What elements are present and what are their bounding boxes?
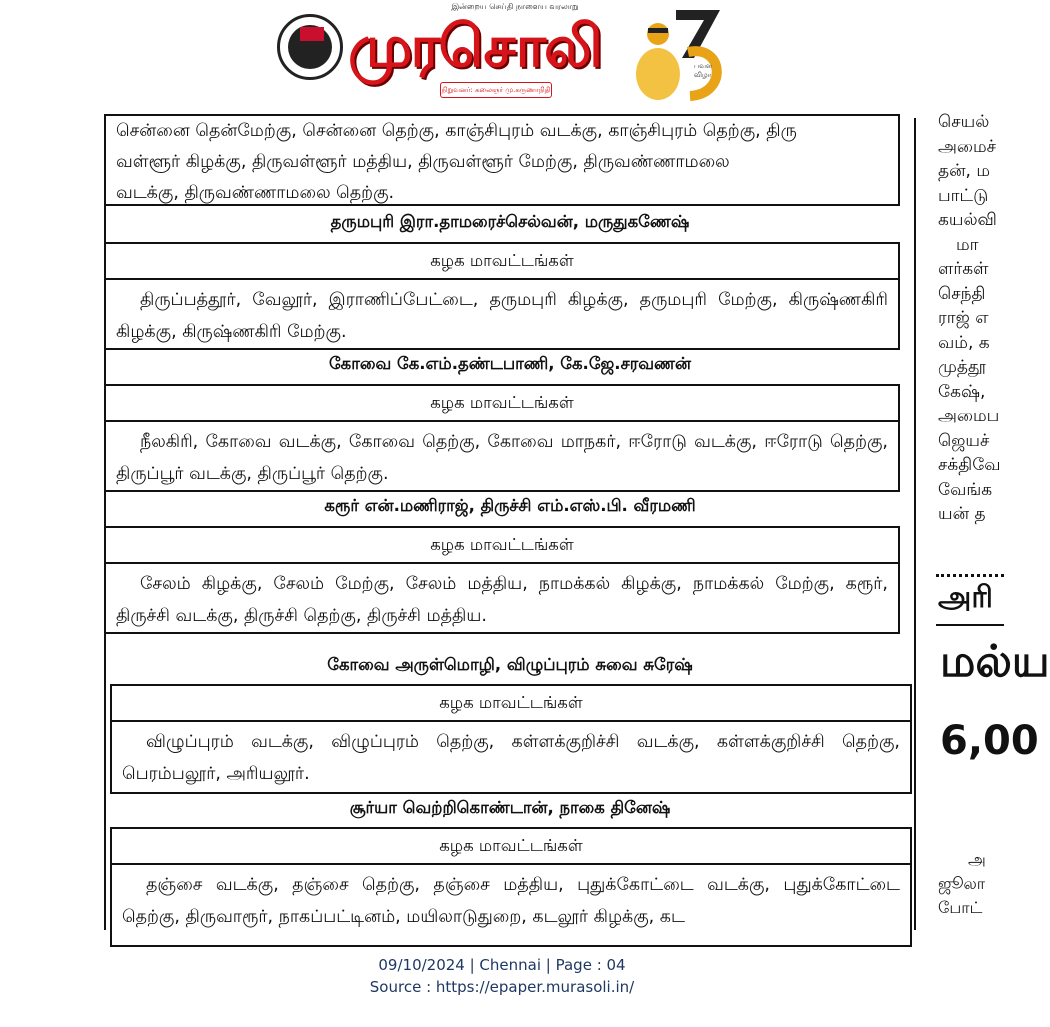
- section-names: கரூர் என்.மணிராஜ், திருச்சி எம்.எஸ்.பி. வீரமணி: [324, 496, 696, 515]
- text-line: அமைச்: [938, 136, 997, 157]
- article: [104, 118, 916, 930]
- district-box: [104, 242, 900, 350]
- district-box: [110, 684, 912, 794]
- district-list: திருப்பத்தூர், வேலூர், இராணிப்பேட்டை, தருமபுரி கிழக்கு, தருமபுரி மேற்கு, கிருஷ்ணகிரி கிழக்கு, கிருஷ்ணகிரி மேற்கு.: [116, 290, 888, 342]
- divider: [936, 574, 1004, 577]
- text-line: அமைப: [938, 406, 1000, 426]
- text-line: சென்னை தென்மேற்கு, சென்னை தெற்கு, காஞ்சிபுரம் வடக்கு, காஞ்சிபுரம் தெற்கு, திரு: [116, 121, 797, 141]
- adjacent-column: [936, 112, 1050, 930]
- text-line: வள்ளூர் கிழக்கு, திருவள்ளூர் மத்திய, திருவள்ளூர் மேற்கு, திருவண்ணாமலை: [116, 152, 730, 172]
- newspaper-logo: முரசொலி: [348, 12, 601, 80]
- district-box: [104, 384, 900, 492]
- section-names: கோவை கே.எம்.தண்டபாணி, கே.ஜே.சரவணன்: [328, 354, 692, 373]
- section-names: கோவை அருள்மொழி, விழுப்புரம் சுவை சுரேஷ்: [327, 655, 693, 674]
- text-line: சக்திவே: [938, 455, 1001, 475]
- district-box-header: கழக மாவட்டங்கள்: [112, 829, 910, 865]
- adjacent-headline: மல்ய: [940, 636, 1050, 687]
- section-names: சூர்யா வெற்றிகொண்டான், நாகை தினேஷ்: [349, 798, 671, 817]
- anniversary-caption: பவள விழா: [694, 62, 713, 79]
- adjacent-text: [938, 848, 986, 920]
- text-line: வேங்க: [938, 479, 993, 500]
- adjacent-headline: 6,00: [940, 718, 1039, 764]
- district-list: சேலம் கிழக்கு, சேலம் மேற்கு, சேலம் மத்திய, நாமக்கல் கிழக்கு, நாமக்கல் மேற்கு, கரூர், திருச்சி வடக்கு, திருச்சி தெற்கு, திருச்சி மத்திய.: [116, 574, 888, 626]
- text-line: தன், ம: [938, 161, 991, 181]
- text-line: முத்தூ: [938, 357, 986, 377]
- footer: [0, 954, 1004, 998]
- masthead-tagline: இன்றைய செய்தி நாளைய வரலாறு: [451, 2, 579, 11]
- text-line: வடக்கு, திருவண்ணாமலை தெற்கு.: [116, 183, 395, 203]
- text-line: செந்தி: [938, 283, 986, 304]
- text-line: ராஜ் எ: [938, 308, 989, 328]
- district-box-continued: [104, 114, 900, 206]
- text-line: கயல்வி: [938, 210, 997, 230]
- text-line: யன் த: [938, 504, 986, 524]
- text-line: ஜெயச்: [938, 430, 990, 451]
- district-list: [106, 116, 898, 209]
- district-list: தஞ்சை வடக்கு, தஞ்சை தெற்கு, தஞ்சை மத்திய, புதுக்கோட்டை வடக்கு, புதுக்கோட்டை தெற்கு, திருவாரூர், நாகப்பட்டினம், மயிலாடுதுறை, கடலூர் கிழக்கு, கட: [122, 875, 900, 927]
- district-box: [104, 526, 900, 634]
- text-line: போட்: [938, 898, 983, 917]
- section-names: தருமபுரி இரா.தாமரைச்செல்வன், மருதுகணேஷ்: [330, 212, 690, 231]
- founder-tagline: நிறுவனர்: கலைஞர் மு.கருணாநிதி: [440, 82, 552, 98]
- district-list: விழுப்புரம் வடக்கு, விழுப்புரம் தெற்கு, கள்ளக்குறிச்சி வடக்கு, கள்ளக்குறிச்சி தெற்கு, பெரம்பலூர், அரியலூர்.: [122, 732, 900, 784]
- adjacent-text: [938, 110, 1001, 527]
- district-box-header: கழக மாவட்டங்கள்: [106, 386, 898, 422]
- district-box-header: கழக மாவட்டங்கள்: [112, 686, 910, 722]
- anniversary-emblem: [632, 4, 728, 104]
- masthead: [0, 0, 1004, 110]
- district-list: நீலகிரி, கோவை வடக்கு, கோவை தெற்கு, கோவை மாநகர், ஈரோடு வடக்கு, ஈரோடு தெற்கு, திருப்பூர் வடக்கு, திருப்பூர் தெற்கு.: [116, 432, 888, 484]
- text-line: ளர்கள்: [938, 259, 989, 279]
- text-line: கேஷ்,: [938, 381, 986, 402]
- district-box-header: கழக மாவட்டங்கள்: [106, 244, 898, 280]
- text-line: மா: [956, 234, 979, 255]
- adjacent-headline: அரி: [938, 580, 993, 615]
- anniversary-number: [672, 0, 761, 74]
- text-line: ஜூலா: [938, 874, 986, 893]
- text-line: வம், க: [938, 332, 990, 353]
- district-box: [110, 827, 912, 947]
- edition-info: 09/10/2024 | Chennai | Page : 04: [378, 956, 626, 974]
- text-line: செயல்: [938, 112, 990, 132]
- party-seal-icon: [277, 14, 343, 80]
- divider: [936, 624, 1004, 626]
- text-line: அ: [968, 850, 986, 869]
- text-line: பாட்டு: [938, 185, 989, 206]
- district-box-header: கழக மாவட்டங்கள்: [106, 528, 898, 564]
- source-link[interactable]: Source : https://epaper.murasoli.in/: [369, 978, 635, 996]
